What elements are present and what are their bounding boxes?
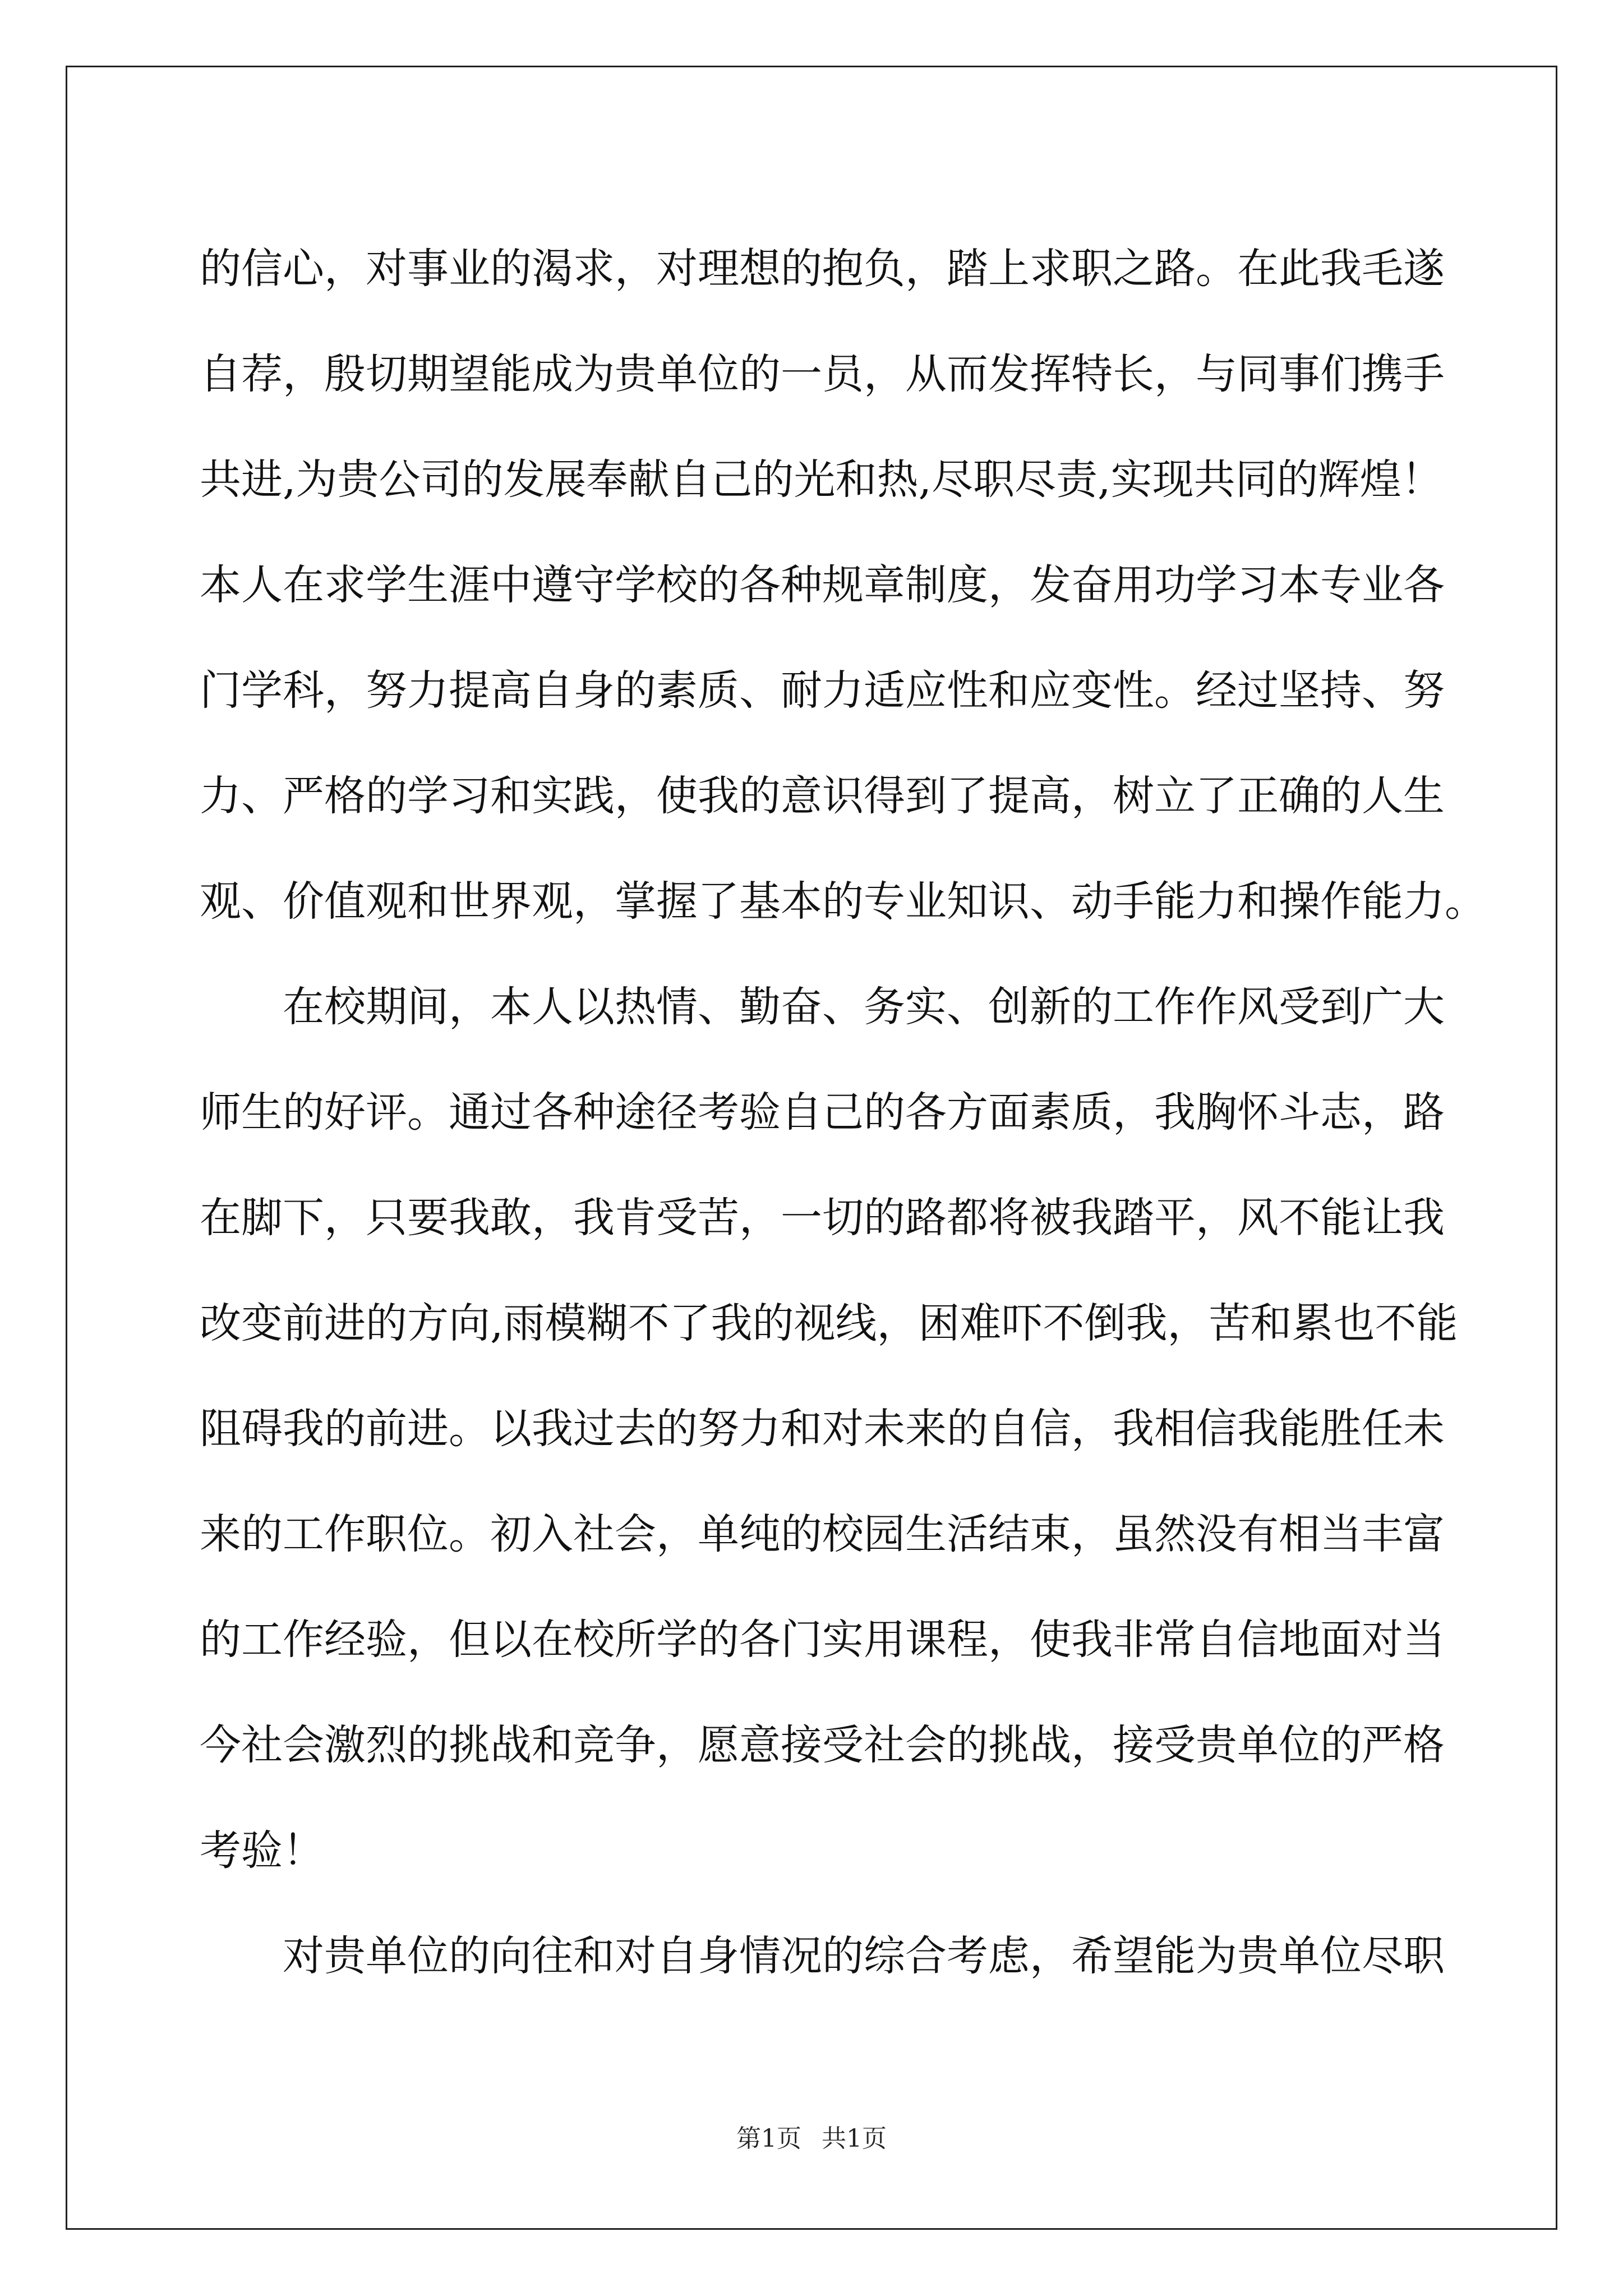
paragraph-line: 共进,为贵公司的发展奉献自己的光和热,尽职尽责,实现共同的辉煌！ [200, 455, 1443, 504]
page-number: 第1页 [736, 2124, 801, 2153]
paragraph-line: 的工作经验，但以在校所学的各门实用课程，使我非常自信地面对当 [200, 1616, 1445, 1664]
paragraph-line: 门学科，努力提高自身的素质、耐力适应性和应变性。经过坚持、努 [200, 666, 1445, 715]
paragraph-line: 今社会激烈的挑战和竞争，愿意接受社会的挑战，接受贵单位的严格 [200, 1721, 1445, 1769]
paragraph-line: 力、严格的学习和实践，使我的意识得到了提高，树立了正确的人生 [200, 772, 1445, 820]
paragraph-line: 改变前进的方向,雨模糊不了我的视线，困难吓不倒我，苦和累也不能 [200, 1299, 1458, 1347]
paragraph-line: 考验！ [200, 1826, 324, 1875]
paragraph-line: 本人在求学生涯中遵守学校的各种规章制度，发奋用功学习本专业各 [200, 561, 1445, 609]
page-footer [0, 2124, 1623, 2154]
paragraph-line: 阻碍我的前进。以我过去的努力和对未来的自信，我相信我能胜任未 [200, 1405, 1445, 1453]
paragraph-line: 对贵单位的向往和对自身情况的综合考虑，希望能为贵单位尽职 [283, 1932, 1445, 1980]
paragraph-line: 来的工作职位。初入社会，单纯的校园生活结束，虽然没有相当丰富 [200, 1510, 1445, 1558]
paragraph-line: 观、价值观和世界观，掌握了基本的专业知识、动手能力和操作能力。 [200, 877, 1486, 926]
paragraph-line: 的信心，对事业的渴求，对理想的抱负，踏上求职之路。在此我毛遂 [200, 245, 1445, 293]
paragraph-line: 师生的好评。通过各种途径考验自己的各方面素质，我胸怀斗志，路 [200, 1088, 1445, 1137]
document-body [200, 216, 1486, 2009]
paragraph-line: 自荐，殷切期望能成为贵单位的一员，从而发挥特长，与同事们携手 [200, 350, 1445, 398]
page-total: 共1页 [822, 2124, 887, 2153]
paragraph-line: 在脚下，只要我敢，我肯受苦，一切的路都将被我踏平，风不能让我 [200, 1194, 1445, 1242]
paragraph-line: 在校期间，本人以热情、勤奋、务实、创新的工作作风受到广大 [283, 983, 1445, 1031]
